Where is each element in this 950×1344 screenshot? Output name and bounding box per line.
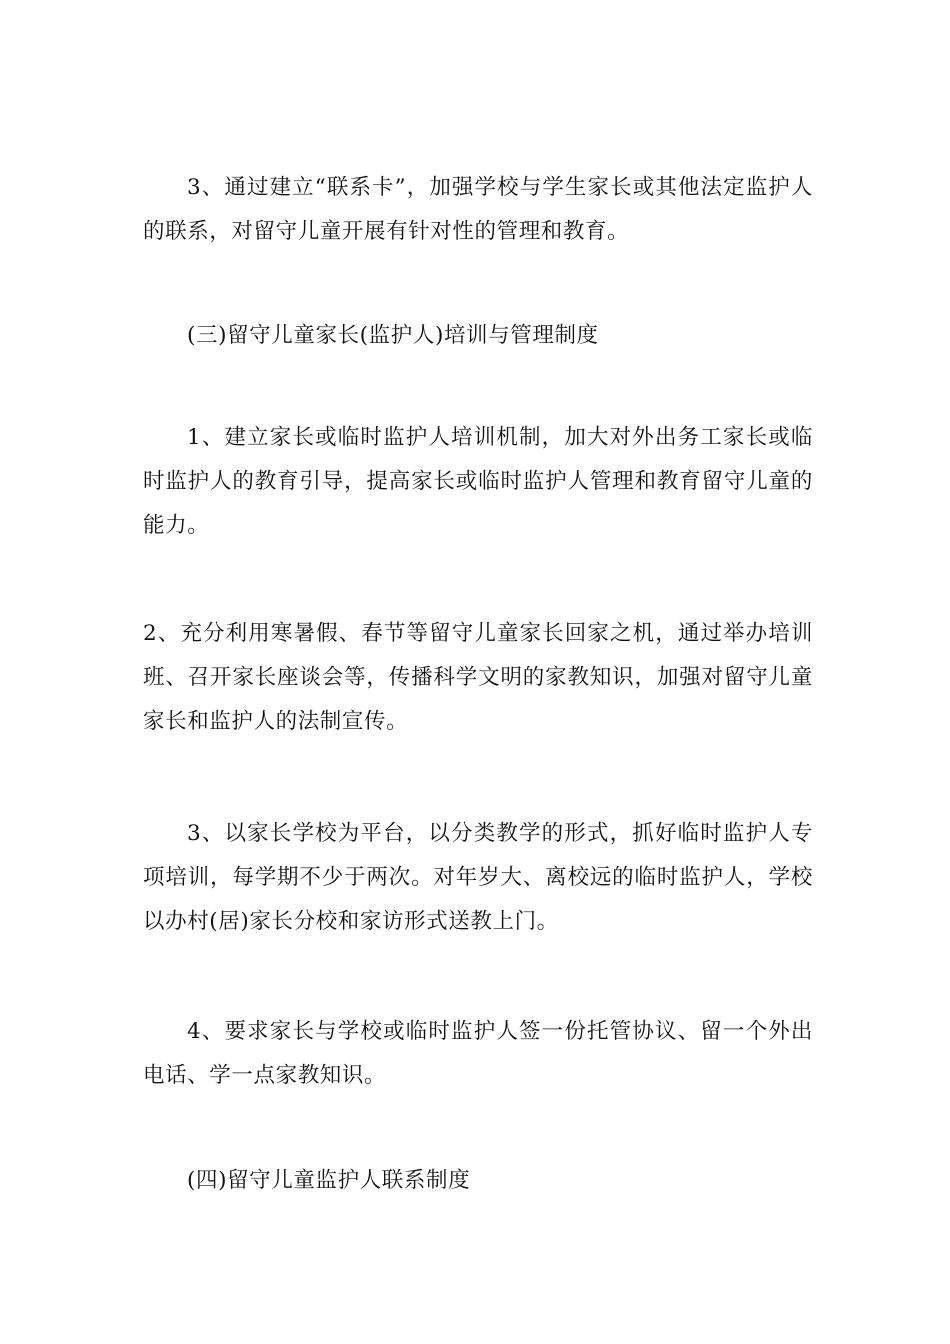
paragraph-holiday-training: 2、充分利用寒暑假、春节等留守儿童家长回家之机，通过举办培训班、召开家长座谈会等，传播科学文明的家教知识，加强对留守儿童家长和监护人的法制宣传。 (143, 621, 813, 734)
section-heading-parent-training: (三)留守儿童家长(监护人)培训与管理制度 (187, 323, 599, 348)
paragraph-parent-school: 3、以家长学校为平台，以分类教学的形式，抓好临时监护人专项培训，每学期不少于两次。对年岁大、离校远的临时监护人，学校以办村(居)家长分校和家访形式送教上门。 (143, 821, 813, 934)
paragraph-contact-card: 3、通过建立“联系卡”，加强学校与学生家长或其他法定监护人的联系，对留守儿童开展有针对性的管理和教育。 (143, 175, 813, 244)
paragraph-custody-agreement: 4、要求家长与学校或临时监护人签一份托管协议、留一个外出电话、学一点家教知识。 (143, 1019, 813, 1088)
section-heading-guardian-contact: (四)留守儿童监护人联系制度 (187, 1168, 471, 1193)
paragraph-training-mechanism: 1、建立家长或临时监护人培训机制，加大对外出务工家长或临时监护人的教育引导，提高家长或临时监护人管理和教育留守儿童的能力。 (143, 425, 813, 538)
